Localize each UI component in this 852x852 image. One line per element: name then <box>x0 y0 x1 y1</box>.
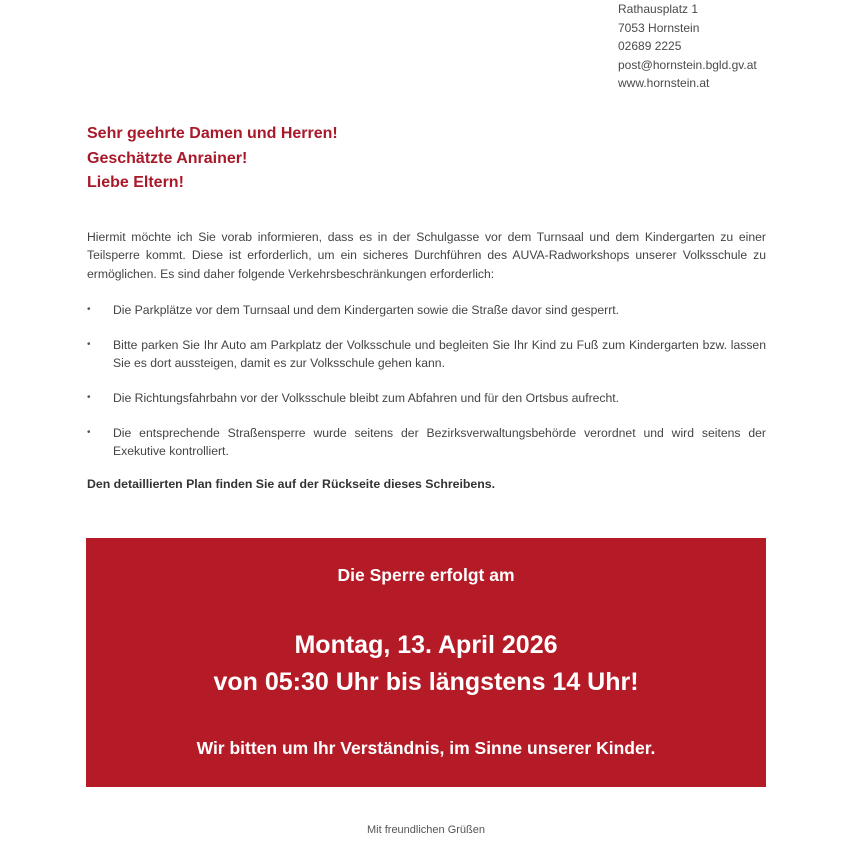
list-item-text: Die Parkplätze vor dem Turnsaal und dem Kindergarten sowie die Straße davor sind gesperrt. <box>113 303 620 317</box>
salutation-line-1: Sehr geehrte Damen und Herren! <box>87 125 338 142</box>
notice-lead: Die Sperre erfolgt am <box>337 565 515 585</box>
sender-address-block <box>618 0 757 93</box>
address-city: 7053 Hornstein <box>618 20 700 35</box>
list-item <box>87 389 766 407</box>
closure-notice-box <box>86 538 766 787</box>
notice-appeal: Wir bitten um Ihr Verständnis, im Sinne unserer Kinder. <box>196 738 656 758</box>
list-item-text: Bitte parken Sie Ihr Auto am Parkplatz der Volksschule und begleiten Sie Ihr Kind zu Fuß zum Kindergarten bzw. lassen Sie es dort aussteigen, damit es zur Volksschule gehen kann. <box>113 337 766 371</box>
salutation-line-2: Geschätzte Anrainer! <box>87 149 248 167</box>
address-phone: 02689 2225 <box>618 39 682 53</box>
plan-note: Den detaillierten Plan finden Sie auf der Rückseite dieses Schreibens. <box>87 477 495 491</box>
closing-greeting: Mit freundlichen Grüßen <box>367 824 485 836</box>
list-item-text: Die entsprechende Straßensperre wurde seitens der Bezirksverwaltungsbehörde verordnet und wird seitens der Exekutive kontrolliert. <box>113 425 766 458</box>
list-item <box>87 424 766 461</box>
list-item <box>87 301 766 319</box>
notice-date: Montag, 13. April 2026 <box>294 631 558 659</box>
list-item-text: Die Richtungsfahrbahn vor der Volksschule bleibt zum Abfahren und für den Ortsbus aufrecht. <box>113 390 620 405</box>
address-street: Rathausplatz 1 <box>618 2 699 16</box>
address-website: www.hornstein.at <box>618 76 710 90</box>
list-item <box>87 336 766 373</box>
bullet-icon: • <box>87 338 91 350</box>
intro-paragraph: Hiermit möchte ich Sie vorab informieren, dass es in der Schulgasse vor dem Turnsaal und dem Kindergarten zu einer Teilsperre kommt. Diese ist erforderlich, um ein sicheres Durchführen des AUVA-Radworkshops unserer Volksschule zu ermöglichen. Es sind daher folgende Verkehrsbeschränkungen erforderlich: <box>87 230 766 281</box>
salutation-block <box>87 122 338 196</box>
salutation-line-3: Liebe Eltern! <box>87 174 184 191</box>
bullet-icon: • <box>87 391 91 403</box>
restrictions-list <box>87 301 766 477</box>
notice-time: von 05:30 Uhr bis längstens 14 Uhr! <box>213 668 639 696</box>
address-email: post@hornstein.bgld.gv.at <box>618 57 757 72</box>
bullet-icon: • <box>87 426 91 438</box>
notice-datetime <box>86 627 766 701</box>
bullet-icon: • <box>87 304 91 315</box>
